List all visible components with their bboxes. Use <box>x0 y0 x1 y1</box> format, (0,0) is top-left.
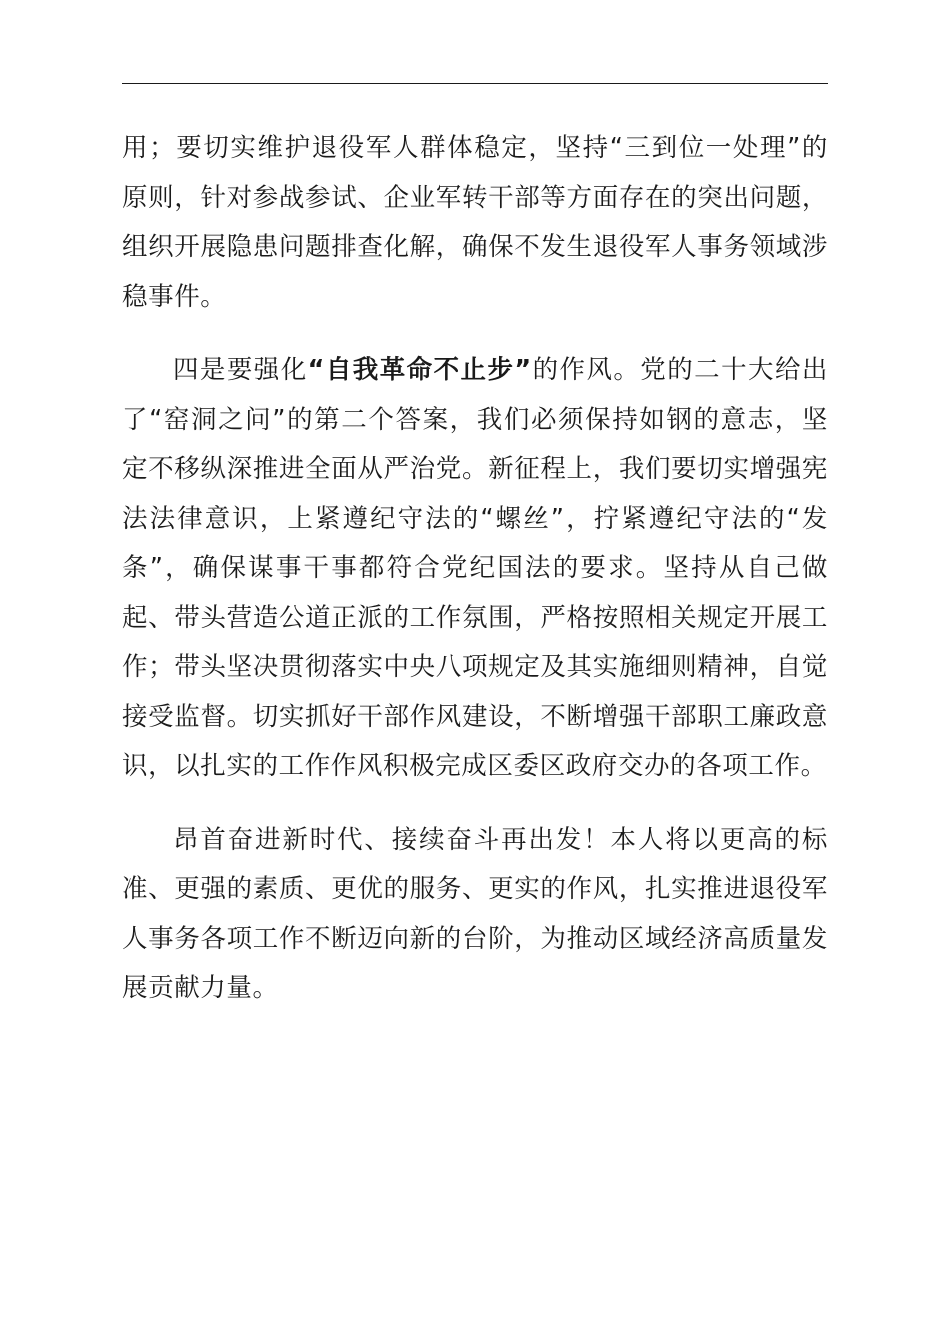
paragraph-3-text: 昂首奋进新时代、接续奋斗再出发！本人将以更高的标准、更强的素质、更优的服务、更实的作风，扎实推进退役军人事务各项工作不断迈向新的台阶，为推动区域经济高质量发展贡献力量。 <box>122 824 828 1003</box>
paragraph-3 <box>122 816 828 1014</box>
paragraph-2 <box>122 346 828 792</box>
document-body <box>122 124 828 1038</box>
paragraph-1-text: 用；要切实维护退役军人群体稳定，坚持“三到位一处理”的原则，针对参战参试、企业军转干部等方面存在的突出问题，组织开展隐患问题排查化解，确保不发生退役军人事务领域涉稳事件。 <box>122 133 828 312</box>
paragraph-2-body: 的作风。党的二十大给出了“窑洞之问”的第二个答案，我们必须保持如钢的意志，坚定不移纵深推进全面从严治党。新征程上，我们要切实增强宪法法律意识，上紧遵纪守法的“螺丝”，拧紧遵纪守法的“发条”，确保谋事干事都符合党纪国法的要求。坚持从自己做起、带头营造公道正派的工作氛围，严格按照相关规定开展工作；带头坚决贯彻落实中央八项规定及其实施细则精神，自觉接受监督。切实抓好干部作风建设，不断增强干部职工廉政意识，以扎实的工作作风积极完成区委区政府交办的各项工作。 <box>122 355 828 781</box>
paragraph-2-emphasis: “自我革命不止步” <box>307 355 532 385</box>
paragraph-2-lead: 四是要强化 <box>173 355 308 385</box>
paragraph-1 <box>122 124 828 322</box>
header-divider <box>122 83 828 84</box>
